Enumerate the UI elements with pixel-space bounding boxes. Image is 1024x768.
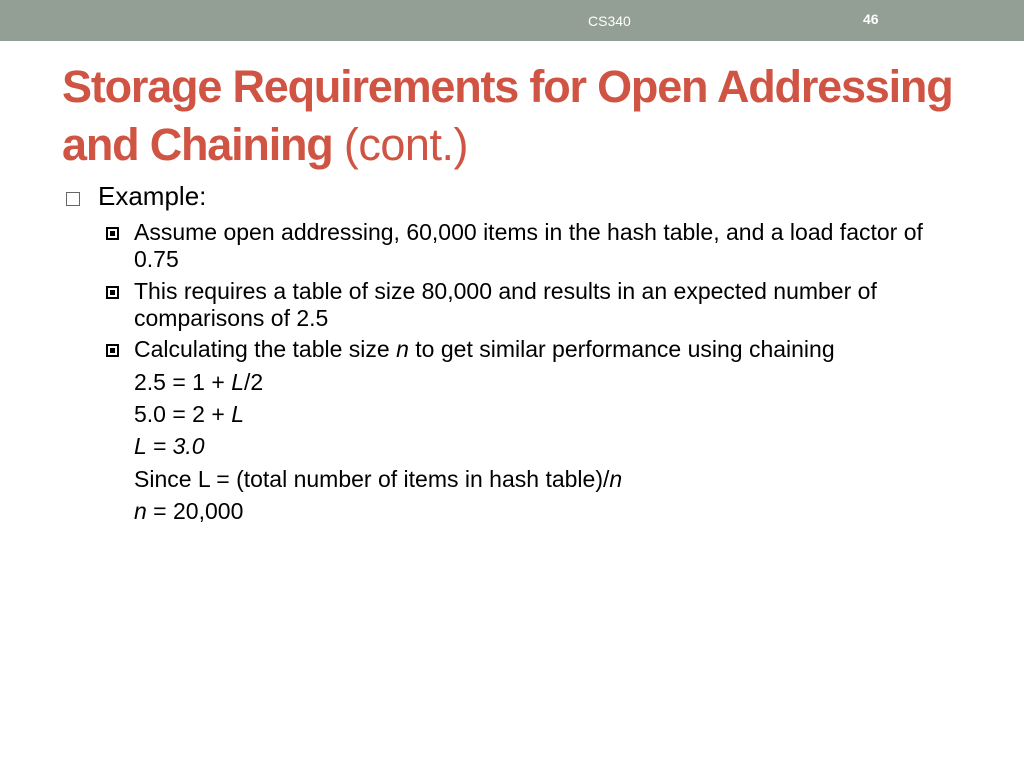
text-segment: Calculating the table size (134, 336, 397, 362)
text-segment: Since L = (total number of items in hash table)/ (134, 466, 610, 492)
bullet-text: This requires a table of size 80,000 and results in an expected number of comparisons of 2.5 (134, 278, 877, 331)
equation-line (134, 401, 244, 428)
variable-l: L (231, 369, 244, 395)
slide-number: 46 (863, 11, 879, 27)
title-main: Storage Requirements for Open Addressing and Chaining (62, 61, 953, 170)
text-segment: = 20,000 (146, 498, 244, 524)
text-segment: 5.0 = 2 + (134, 401, 232, 427)
title-suffix: (cont.) (343, 119, 468, 170)
example-label: Example: (98, 181, 207, 211)
equation-line (134, 466, 622, 493)
text-segment: = 3.0 (146, 433, 205, 459)
bullet-text: Assume open addressing, 60,000 items in the hash table, and a load factor of 0.75 (134, 219, 923, 272)
variable-n: n (609, 466, 623, 492)
bullet-text (134, 336, 835, 363)
square-bullet-icon (106, 344, 119, 357)
variable-n: n (134, 498, 147, 524)
equation-line (134, 369, 263, 396)
square-bullet-icon (106, 227, 119, 240)
course-label: CS340 (588, 13, 631, 29)
open-square-bullet-icon (66, 192, 80, 206)
equation-line (134, 498, 243, 525)
text-segment: /2 (244, 369, 264, 395)
variable-n: n (396, 336, 409, 362)
variable-l: L (231, 401, 244, 427)
variable-l: L (134, 433, 147, 459)
square-bullet-icon (106, 286, 119, 299)
text-segment: 2.5 = 1 + (134, 369, 232, 395)
equation-line (134, 433, 205, 460)
text-segment: to get similar performance using chaining (408, 336, 835, 362)
